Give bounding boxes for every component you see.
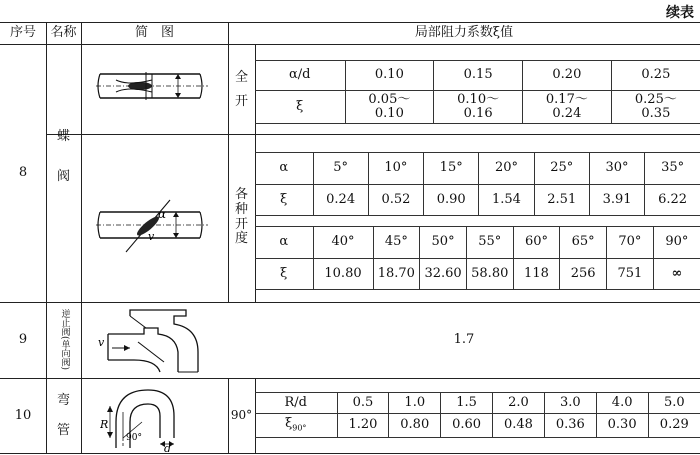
xi-cell: 0.60	[441, 414, 493, 438]
angle-cell: 5°	[313, 153, 368, 185]
angle-cell: 70°	[607, 227, 654, 259]
butterfly-valve-name: 蝶 阀	[56, 129, 70, 184]
alpha-label: α	[158, 207, 167, 221]
angle-cell: 65°	[560, 227, 607, 259]
full-open-xi: 0.10～ 0.16	[434, 91, 523, 124]
xi-cell: 0.30	[596, 414, 648, 438]
check-valve-value: 1.7	[453, 332, 475, 348]
butterfly-valve-full-open-diagram	[96, 66, 208, 110]
angle-cell: 25°	[534, 153, 589, 185]
row-no-10: 10	[14, 407, 32, 423]
velocity-label: v	[98, 336, 105, 349]
header-no: 序号	[9, 25, 36, 41]
xi-cell: 0.24	[313, 184, 368, 216]
angle-cell: 90°	[653, 227, 700, 259]
rd-cell: 2.0	[493, 393, 545, 414]
radius-label: R	[100, 418, 109, 431]
angle-table-1	[255, 152, 700, 216]
xi-cell: 118	[513, 258, 560, 290]
xi-cell: 0.48	[493, 414, 545, 438]
check-valve-name: 逆止阀(单向阀)	[59, 309, 70, 371]
xi-cell: ∞	[653, 258, 700, 290]
velocity-label: v	[148, 230, 155, 243]
xi-cell: 0.52	[368, 184, 423, 216]
xi-cell: 0.29	[648, 414, 700, 438]
angle-cell: 55°	[466, 227, 513, 259]
row-no-9: 9	[18, 332, 28, 348]
xi-cell: 1.20	[337, 414, 389, 438]
xi-cell: 32.60	[420, 258, 467, 290]
full-open-ratio: 0.20	[523, 61, 612, 91]
xi-cell: 6.22	[645, 184, 700, 216]
rd-cell: 1.5	[441, 393, 493, 414]
angle-cell: 30°	[589, 153, 644, 185]
xi-cell: 751	[607, 258, 654, 290]
elbow-table	[255, 392, 700, 438]
header-diagram: 简 图	[134, 25, 174, 41]
angle-cell: 45°	[373, 227, 420, 259]
xi-cell: 0.36	[544, 414, 596, 438]
xi-cell: 0.80	[389, 414, 441, 438]
angle-cell: 40°	[313, 227, 373, 259]
row-no-8: 8	[18, 165, 28, 181]
xi-cell: 18.70	[373, 258, 420, 290]
rd-cell: 1.0	[389, 393, 441, 414]
xi90-label: $\xi_{90^\circ}$	[255, 414, 337, 438]
angle-table-2	[255, 226, 700, 290]
xi-cell: 2.51	[534, 184, 589, 216]
rd-label: R/d	[255, 393, 337, 414]
full-open-xi-label: ξ	[255, 91, 345, 124]
header-coefficient: 局部阻力系数ξ值	[414, 25, 514, 41]
xi-label: ξ	[255, 258, 313, 290]
full-open-ratio: 0.10	[345, 61, 434, 91]
angle-label: α	[255, 227, 313, 259]
full-open-ratio: 0.15	[434, 61, 523, 91]
angle-label: 90°	[126, 433, 142, 443]
angle-cell: 35°	[645, 153, 700, 185]
xi-cell: 10.80	[313, 258, 373, 290]
resistance-coefficient-table	[0, 22, 700, 454]
xi-cell: 58.80	[466, 258, 513, 290]
xi-cell: 3.91	[589, 184, 644, 216]
full-open-ratio: 0.25	[611, 61, 700, 91]
angle-cell: 15°	[424, 153, 479, 185]
header-name: 名称	[50, 25, 77, 41]
rd-cell: 4.0	[596, 393, 648, 414]
elbow-angle: 90°	[230, 408, 253, 423]
xi-cell: 256	[560, 258, 607, 290]
rd-cell: 3.0	[544, 393, 596, 414]
elbow-name: 弯 管	[56, 393, 70, 438]
full-open-xi: 0.17～ 0.24	[523, 91, 612, 124]
full-open-ratio-label: α/d	[255, 61, 345, 91]
various-openings-label: 各 种 开 度	[234, 187, 248, 247]
angle-cell: 50°	[420, 227, 467, 259]
full-open-label: 全 开	[234, 70, 248, 109]
rd-cell: 5.0	[648, 393, 700, 414]
continued-label: 续表	[666, 5, 694, 21]
rd-cell: 0.5	[337, 393, 389, 414]
check-valve-diagram	[94, 306, 214, 376]
butterfly-valve-angle-diagram	[96, 196, 208, 256]
elbow-diagram	[100, 382, 190, 452]
angle-cell: 60°	[513, 227, 560, 259]
xi-label: ξ	[255, 184, 313, 216]
xi-cell: 0.90	[424, 184, 479, 216]
angle-label: α	[255, 153, 313, 185]
full-open-xi: 0.05～ 0.10	[345, 91, 434, 124]
diameter-label: d	[164, 442, 172, 452]
full-open-table	[255, 60, 700, 124]
angle-cell: 10°	[368, 153, 423, 185]
full-open-xi: 0.25～ 0.35	[611, 91, 700, 124]
angle-cell: 20°	[479, 153, 534, 185]
xi-cell: 1.54	[479, 184, 534, 216]
